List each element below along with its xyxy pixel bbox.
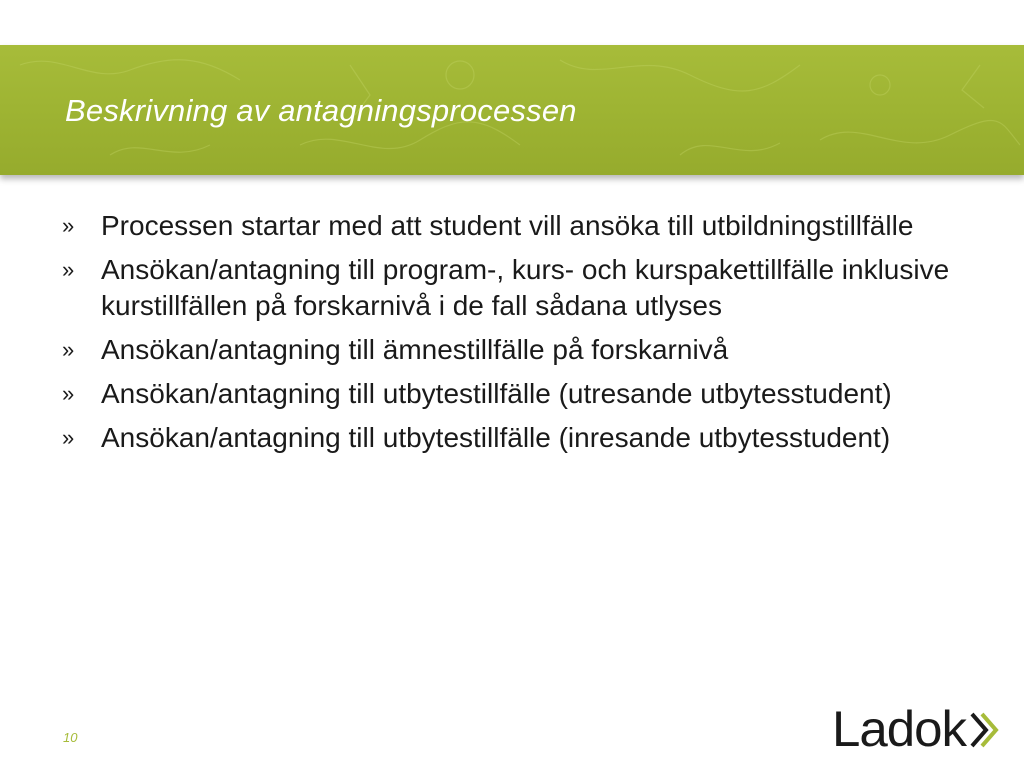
bullet-marker: » [62, 213, 75, 238]
bullet-text: Processen startar med att student vill ansöka till utbildningstillfälle [101, 210, 914, 241]
double-chevron-right-icon [972, 714, 996, 746]
slide-title: Beskrivning av antagningsprocessen [65, 93, 577, 128]
list-item [62, 208, 982, 244]
title-band [0, 45, 1024, 175]
list-item [62, 252, 982, 324]
bullet-text: Ansökan/antagning till program-, kurs- och kurspakettillfälle inklusive kurstillfällen på forskarnivå i de fall sådana utlyses [101, 254, 950, 321]
list-item [62, 376, 982, 412]
ladok-logo [832, 700, 1000, 752]
list-item [62, 420, 982, 456]
bullet-marker: » [62, 381, 75, 406]
logo-wordmark: Ladok [832, 701, 969, 752]
bullet-marker: » [62, 257, 75, 282]
bullet-text: Ansökan/antagning till ämnestillfälle på forskarnivå [101, 334, 729, 365]
bullet-text: Ansökan/antagning till utbytestillfälle (inresande utbytesstudent) [101, 422, 891, 453]
list-item [62, 332, 982, 368]
bullet-marker: » [62, 337, 75, 362]
bullet-list [62, 208, 982, 464]
bullet-marker: » [62, 425, 75, 450]
page-number: 10 [63, 730, 78, 745]
bullet-text: Ansökan/antagning till utbytestillfälle (utresande utbytesstudent) [101, 378, 892, 409]
